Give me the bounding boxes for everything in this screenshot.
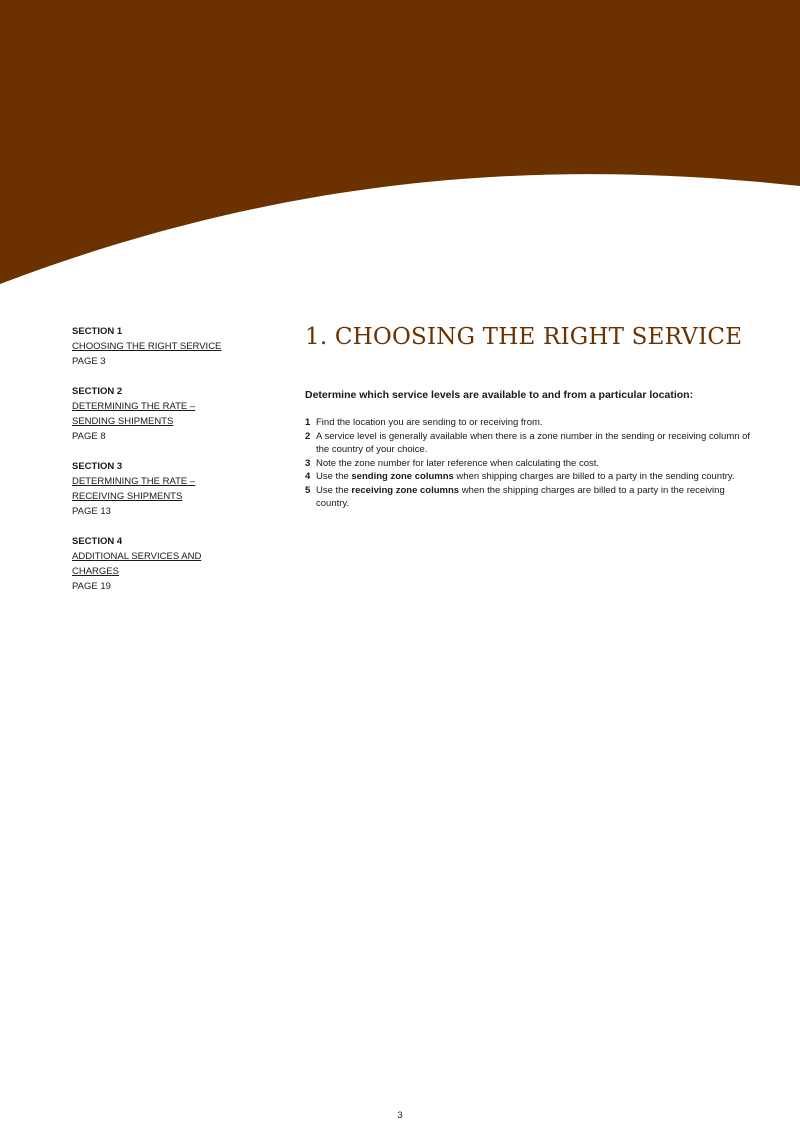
- toc-page-ref: PAGE 3: [72, 356, 106, 367]
- main-content: [305, 320, 755, 511]
- toc-link-line: DETERMINING THE RATE –: [72, 401, 196, 412]
- toc-section-4: [72, 534, 232, 594]
- step-text: A service level is generally available when there is a zone number in the sending or receiving column of the country of your choice.: [316, 430, 751, 455]
- toc-link-additional-services[interactable]: [72, 549, 232, 579]
- step-text: Find the location you are sending to or receiving from.: [316, 417, 543, 428]
- page-title: 1. CHOOSING THE RIGHT SERVICE: [305, 324, 743, 350]
- toc-section-1: [72, 324, 232, 369]
- intro-text: Determine which service levels are available to and from a particular location:: [305, 389, 694, 401]
- header-band: [0, 0, 800, 290]
- step-number: 5: [305, 484, 311, 496]
- toc-section-2: [72, 384, 232, 444]
- toc-link-sending-shipments[interactable]: [72, 399, 232, 429]
- toc-link-line: DETERMINING THE RATE –: [72, 476, 196, 487]
- list-item: [305, 484, 755, 511]
- step-number: 1: [305, 417, 311, 428]
- step-text: Use the: [316, 484, 352, 496]
- step-number: 4: [305, 471, 311, 482]
- toc-link-receiving-shipments[interactable]: [72, 474, 232, 504]
- header-band-shape: [0, 0, 800, 284]
- toc-section-heading: SECTION 4: [72, 536, 123, 547]
- step-text: Use the: [316, 471, 352, 482]
- list-item: [305, 470, 755, 484]
- toc-link-choosing-right-service[interactable]: [72, 339, 232, 354]
- step-text: when the shipping charges are billed to a party in the receiving country.: [316, 484, 725, 509]
- toc-link-line: ADDITIONAL SERVICES AND: [72, 551, 202, 562]
- toc-link-line: RECEIVING SHIPMENTS: [72, 491, 183, 502]
- toc-section-heading: SECTION 1: [72, 326, 123, 337]
- toc-link-line: SENDING SHIPMENTS: [72, 416, 174, 427]
- toc-section-heading: SECTION 2: [72, 386, 123, 397]
- step-emphasis: sending zone columns: [351, 471, 454, 482]
- page-number: 3: [397, 1110, 403, 1120]
- list-item: [305, 430, 755, 457]
- step-emphasis: receiving zone columns: [351, 484, 460, 496]
- toc-page-ref: PAGE 19: [72, 581, 111, 592]
- step-text: Note the zone number for later reference when calculating the cost.: [316, 457, 600, 469]
- step-number: 2: [305, 430, 311, 442]
- list-item: [305, 457, 755, 471]
- toc-page-ref: PAGE 13: [72, 506, 111, 517]
- toc-page-ref: PAGE 8: [72, 431, 106, 442]
- step-number: 3: [305, 457, 311, 469]
- step-text: when shipping charges are billed to a party in the sending country.: [453, 471, 735, 482]
- steps-list: [305, 416, 755, 511]
- toc-link-line: CHARGES: [72, 566, 119, 577]
- toc-section-3: [72, 459, 232, 519]
- toc-section-heading: SECTION 3: [72, 461, 123, 472]
- list-item: [305, 416, 755, 430]
- table-of-contents: [72, 324, 232, 609]
- toc-link-line: CHOOSING THE RIGHT SERVICE: [72, 341, 222, 352]
